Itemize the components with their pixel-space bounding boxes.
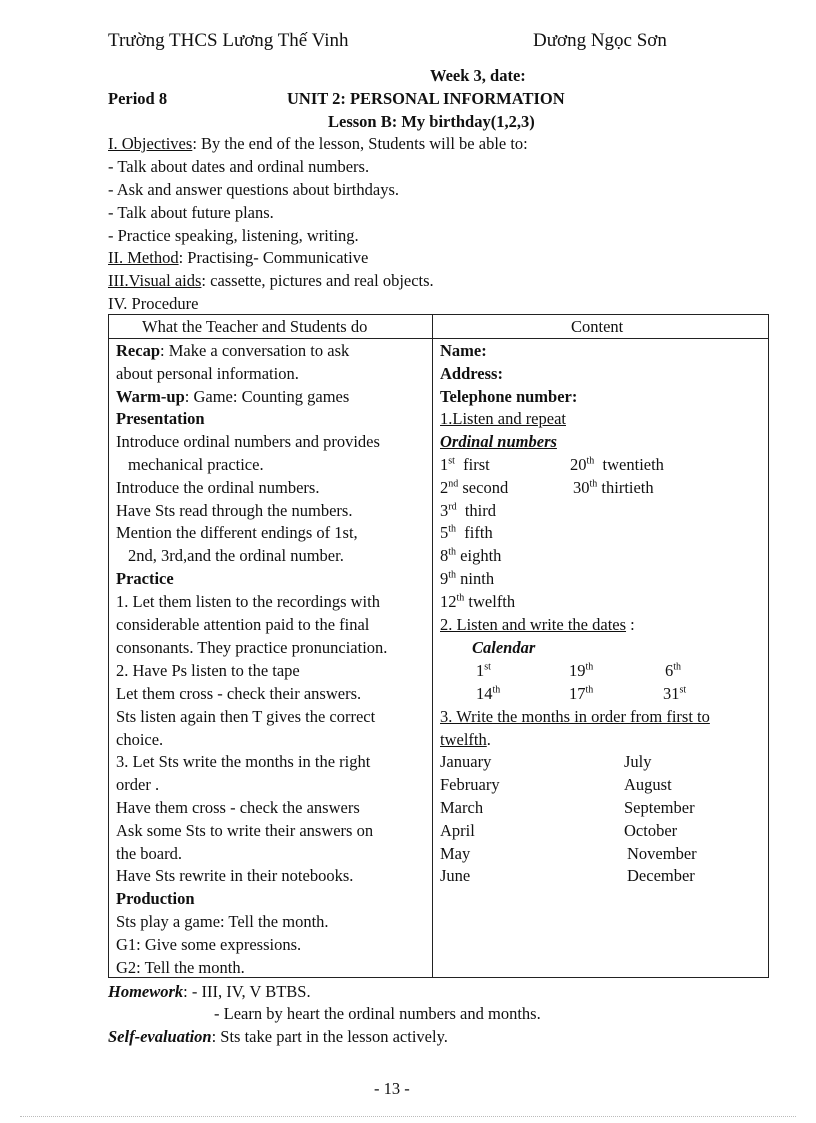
ordinal-item (440, 502, 496, 519)
section-colon: : (626, 615, 635, 634)
left-line: 3. Let Sts write the months in the right (116, 752, 371, 771)
ordinal-number: 1 (440, 455, 449, 474)
date-number: 14 (476, 684, 493, 703)
calendar-date (569, 662, 593, 679)
date-suffix: st (484, 661, 491, 673)
ordinal-item (440, 570, 494, 587)
period-label: Period 8 (108, 89, 168, 108)
month-item: June (440, 866, 471, 885)
ordinal-word: twentieth (602, 455, 664, 474)
ordinal-number: 8 (440, 546, 449, 565)
address-field-label: Address: (440, 364, 503, 383)
homework-line (108, 983, 311, 1000)
left-line: Have Sts rewrite in their notebooks. (116, 866, 354, 885)
visual-aids-text: : cassette, pictures and real objects. (201, 271, 434, 290)
objective-item: - Talk about future plans. (108, 203, 274, 222)
left-line: Sts play a game: Tell the month. (116, 912, 329, 931)
unit-title: UNIT 2: PERSONAL INFORMATION (287, 89, 565, 108)
left-line: mechanical practice. (128, 455, 264, 474)
left-line: the board. (116, 844, 182, 863)
method-text: : Practising- Communicative (178, 248, 369, 267)
footer-divider (20, 1116, 796, 1117)
recap-text: : Make a conversation to ask (160, 341, 350, 360)
calendar-date (476, 662, 491, 679)
month-item: August (624, 775, 672, 794)
month-item: September (624, 798, 695, 817)
homework-line-2: - Learn by heart the ordinal numbers and months. (214, 1004, 541, 1023)
left-line: G2: Tell the month. (116, 958, 245, 977)
objective-item: - Talk about dates and ordinal numbers. (108, 157, 370, 176)
ordinal-suffix: nd (448, 478, 459, 490)
section-listen-write-title: 2. Listen and write the dates (440, 615, 627, 634)
calendar-date (569, 685, 593, 702)
calendar-date (665, 662, 681, 679)
calendar-title: Calendar (472, 638, 536, 657)
ordinal-word: eighth (460, 546, 502, 565)
left-line: order . (116, 775, 160, 794)
date-suffix: th (585, 684, 594, 696)
ordinal-item (440, 524, 493, 541)
ordinal-suffix: th (456, 592, 465, 604)
date-number: 31 (663, 684, 680, 703)
left-line: Ask some Sts to write their answers on (116, 821, 374, 840)
calendar-date (663, 685, 686, 702)
ordinal-word: fifth (464, 523, 493, 542)
ordinal-number: 5 (440, 523, 449, 542)
month-item: October (624, 821, 678, 840)
procedure-heading: IV. Procedure (108, 294, 199, 313)
ordinal-suffix: th (589, 478, 598, 490)
objectives-heading: I. Objectives (108, 134, 193, 153)
self-evaluation-text: : Sts take part in the lesson actively. (211, 1027, 448, 1046)
left-line: 2. Have Ps listen to the tape (116, 661, 300, 680)
ordinal-item (440, 456, 490, 473)
ordinal-suffix: th (448, 523, 457, 535)
section-listen-repeat: 1.Listen and repeat (440, 409, 566, 428)
ordinal-item (573, 479, 654, 496)
month-item: March (440, 798, 484, 817)
left-line: G1: Give some expressions. (116, 935, 302, 954)
left-line: Introduce ordinal numbers and provides (116, 432, 380, 451)
date-number: 1 (476, 661, 485, 680)
week-date: Week 3, date: (430, 66, 526, 85)
production-heading: Production (116, 889, 195, 908)
ordinal-word: thirtieth (601, 478, 654, 497)
section-write-months: 3. Write the months in order from first to (440, 707, 710, 726)
left-line: Have Sts read through the numbers. (116, 501, 353, 520)
school-name: Trường THCS Lương Thế Vinh (108, 30, 349, 51)
month-item: April (440, 821, 475, 840)
date-number: 6 (665, 661, 674, 680)
warmup-line (116, 388, 349, 405)
ordinal-suffix: th (586, 455, 595, 467)
ordinal-word: third (464, 501, 497, 520)
left-line: considerable attention paid to the final (116, 615, 370, 634)
table-header-divider (108, 338, 769, 339)
self-evaluation-label: Self-evaluation (108, 1027, 212, 1046)
left-line: Let them cross - check their answers. (116, 684, 362, 703)
calendar-date (476, 685, 500, 702)
ordinal-number: 9 (440, 569, 449, 588)
date-suffix: th (673, 661, 682, 673)
method-heading: II. Method (108, 248, 179, 267)
recap-label: Recap (116, 341, 160, 360)
left-line: consonants. They practice pronunciation. (116, 638, 388, 657)
ordinal-number: 2 (440, 478, 449, 497)
month-item: January (440, 752, 492, 771)
homework-label: Homework (108, 982, 184, 1001)
recap-line (116, 342, 349, 359)
left-line: Have them cross - check the answers (116, 798, 360, 817)
month-item: July (624, 752, 652, 771)
self-evaluation-line (108, 1028, 448, 1045)
ordinal-item (440, 593, 515, 610)
ordinal-number: 12 (440, 592, 457, 611)
ordinal-word: second (462, 478, 509, 497)
section-dot: . (486, 730, 491, 749)
ordinal-number: 3 (440, 501, 449, 520)
name-field-label: Name: (440, 341, 487, 360)
ordinal-number: 30 (573, 478, 590, 497)
ordinal-item (440, 479, 508, 496)
warmup-text: : Game: Counting games (184, 387, 350, 406)
homework-text: : - III, IV, V BTBS. (183, 982, 311, 1001)
section-write-months-cont (440, 731, 491, 748)
ordinal-numbers-title: Ordinal numbers (440, 432, 557, 451)
table-column-divider (432, 314, 433, 978)
ordinal-suffix: st (448, 455, 455, 467)
ordinal-suffix: rd (448, 501, 457, 513)
practice-heading: Practice (116, 569, 174, 588)
ordinal-suffix: th (448, 546, 457, 558)
lesson-title: Lesson B: My birthday(1,2,3) (328, 112, 535, 131)
date-number: 17 (569, 684, 586, 703)
ordinal-word: first (463, 455, 490, 474)
ordinal-item (440, 547, 501, 564)
ordinal-word: twelfth (468, 592, 516, 611)
objective-item: - Ask and answer questions about birthdays. (108, 180, 399, 199)
phone-field-label: Telephone number: (440, 387, 578, 406)
left-line: about personal information. (116, 364, 299, 383)
left-line: Introduce the ordinal numbers. (116, 478, 320, 497)
table-header-left: What the Teacher and Students do (142, 317, 368, 336)
section-write-months-end: twelfth (440, 730, 487, 749)
month-item: December (627, 866, 695, 885)
left-line: Sts listen again then T gives the correct (116, 707, 376, 726)
section-listen-write (440, 616, 635, 633)
objective-item: - Practice speaking, listening, writing. (108, 226, 359, 245)
month-item: May (440, 844, 471, 863)
month-item: November (627, 844, 697, 863)
objectives-intro: : By the end of the lesson, Students will be able to: (192, 134, 528, 153)
month-item: February (440, 775, 500, 794)
left-line: choice. (116, 730, 164, 749)
left-line: Mention the different endings of 1st, (116, 523, 358, 542)
date-suffix: th (492, 684, 501, 696)
teacher-name: Dương Ngọc Sơn (533, 30, 667, 51)
visual-aids-line (108, 272, 434, 289)
date-suffix: th (585, 661, 594, 673)
left-line: 1. Let them listen to the recordings with (116, 592, 380, 611)
page-number: - 13 - (374, 1079, 410, 1098)
ordinal-suffix: th (448, 569, 457, 581)
table-header-right: Content (571, 317, 624, 336)
visual-aids-heading: III.Visual aids (108, 271, 202, 290)
method-line (108, 249, 368, 266)
presentation-heading: Presentation (116, 409, 205, 428)
date-number: 19 (569, 661, 586, 680)
left-line: 2nd, 3rd,and the ordinal number. (128, 546, 344, 565)
ordinal-number: 20 (570, 455, 587, 474)
ordinal-word: ninth (460, 569, 495, 588)
warmup-label: Warm-up (116, 387, 185, 406)
ordinal-item (570, 456, 664, 473)
objectives-line (108, 135, 528, 152)
date-suffix: st (679, 684, 687, 696)
